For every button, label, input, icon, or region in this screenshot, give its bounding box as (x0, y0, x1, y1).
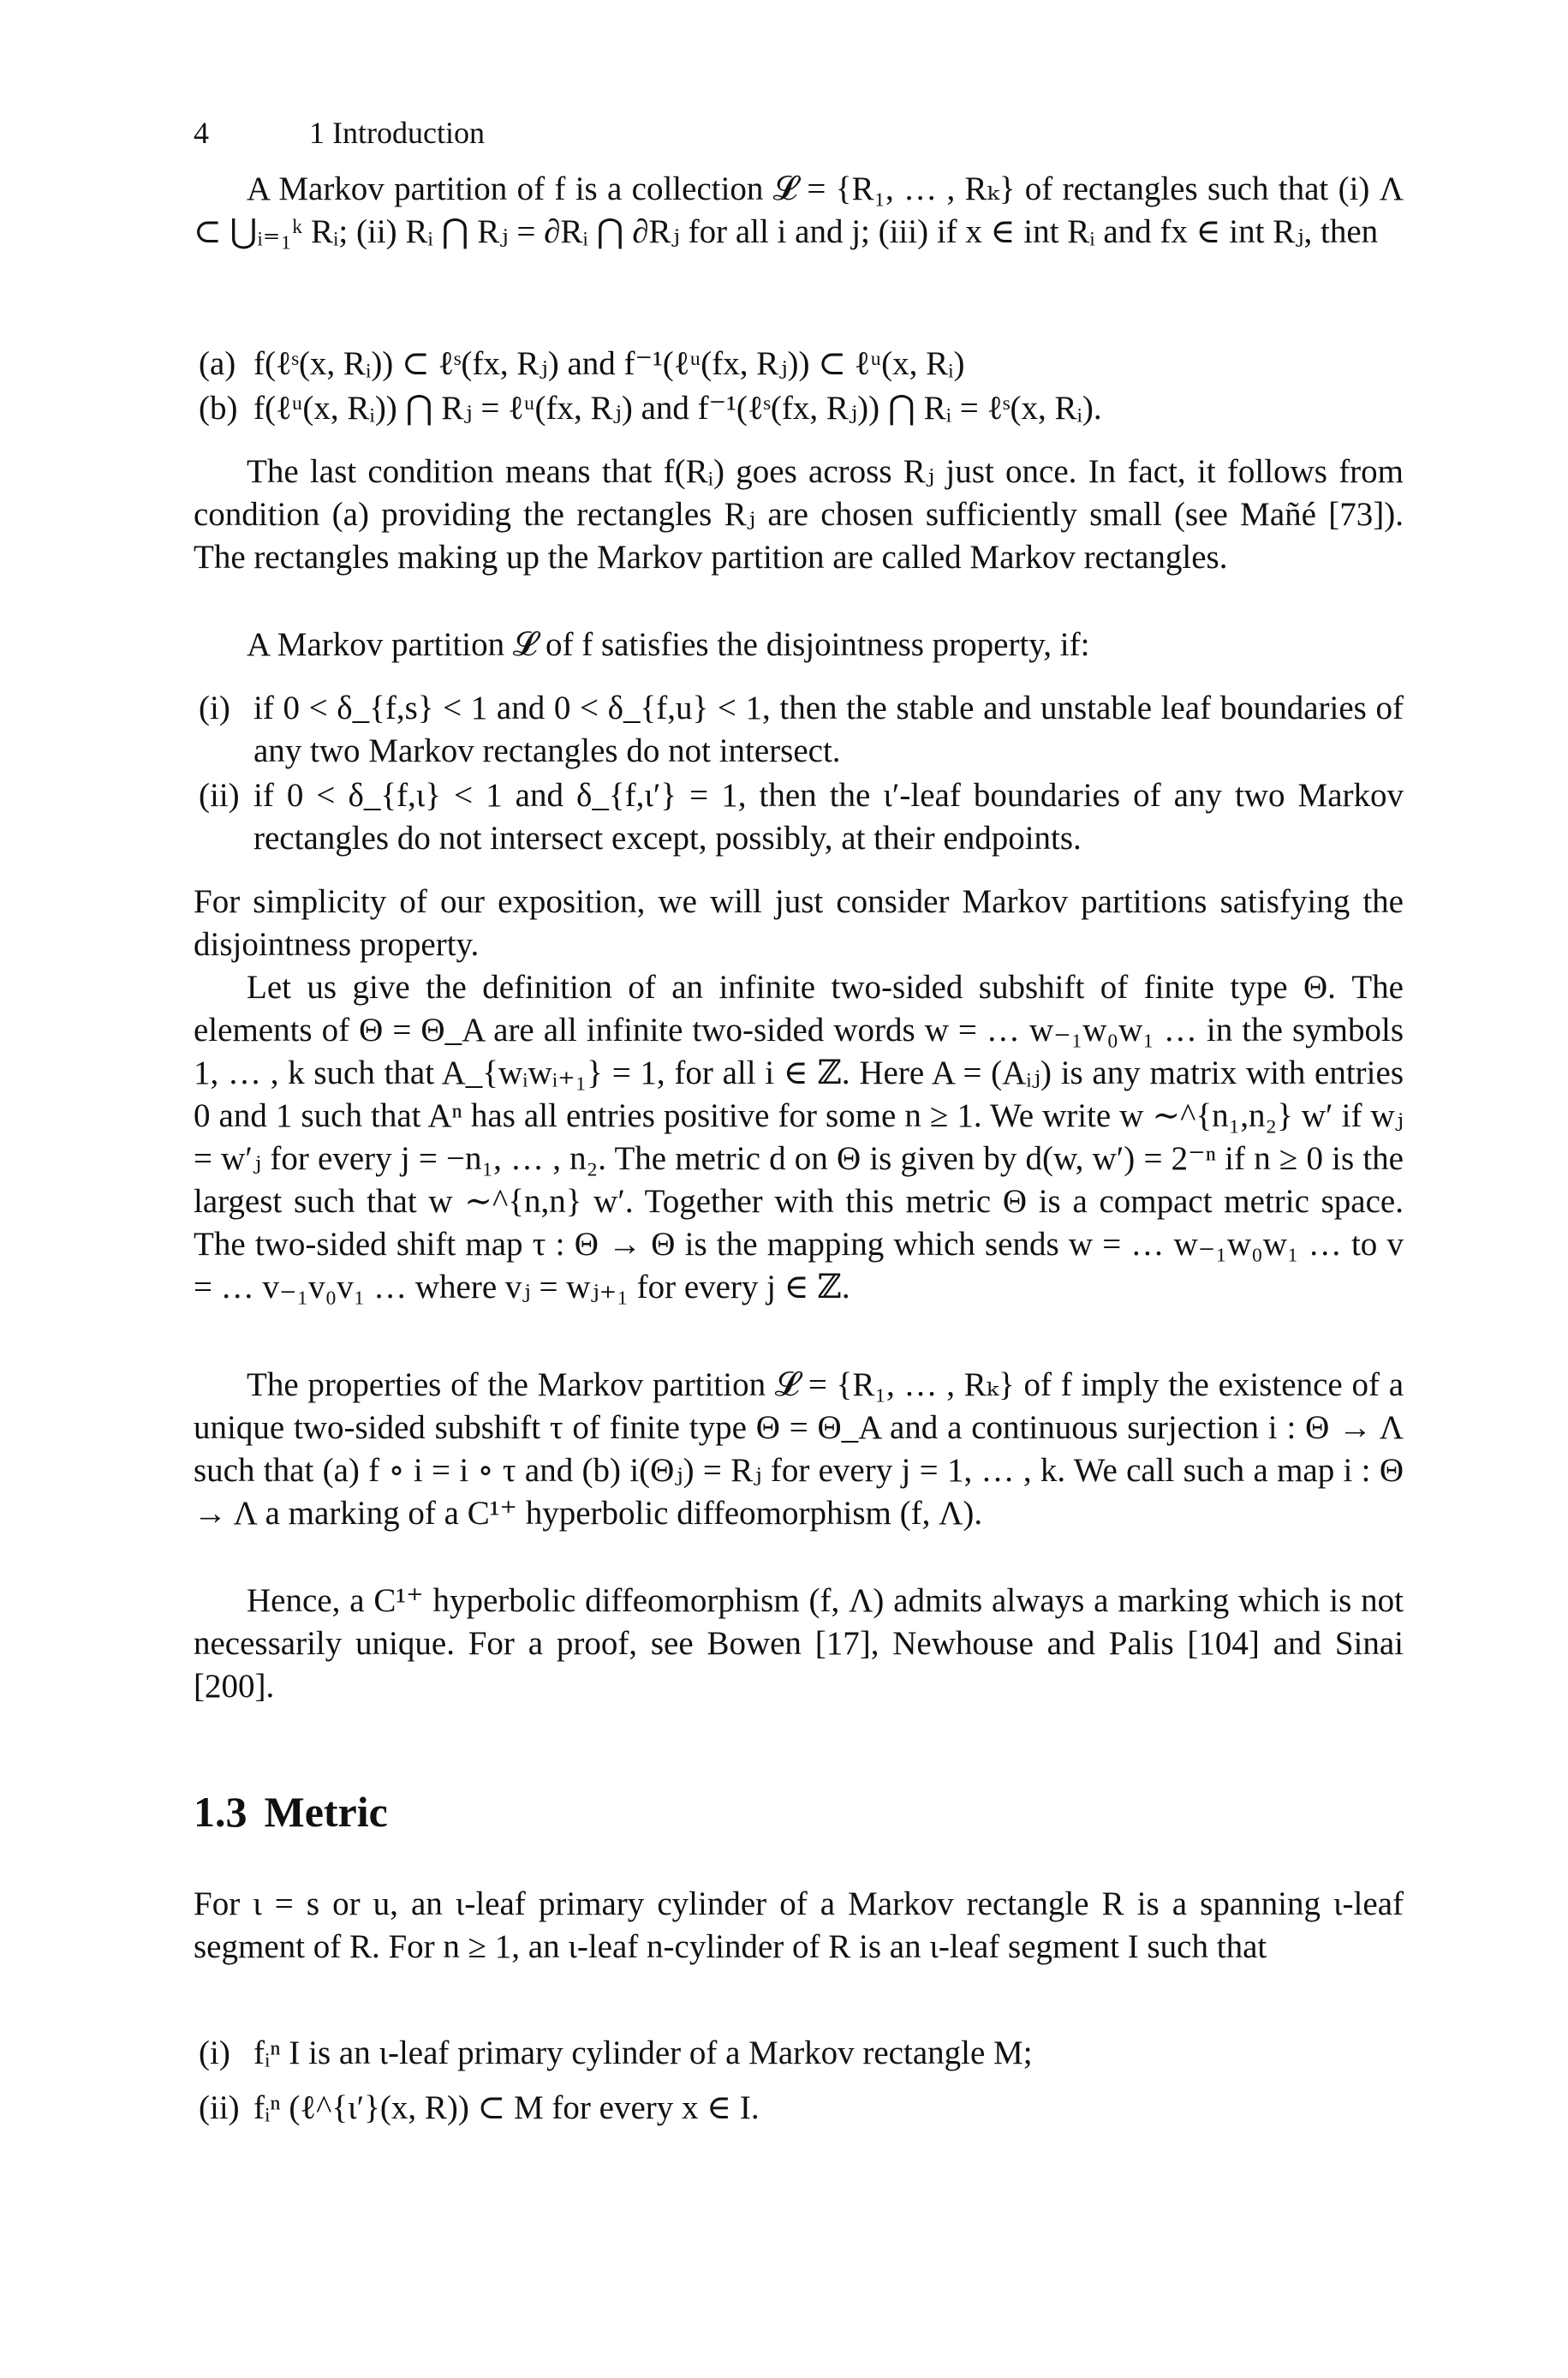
condition-b-label: (b) (199, 390, 238, 427)
condition-b (194, 387, 1404, 430)
condition-a-label: (a) (199, 345, 236, 382)
cylinder-condition-i-label: (i) (199, 2034, 230, 2071)
cylinder-condition-ii (194, 2087, 1404, 2130)
section-title: Metric (264, 1788, 388, 1836)
condition-b-text: f(ℓᵘ(x, Rᵢ)) ⋂ Rⱼ = ℓᵘ(fx, Rⱼ) and f⁻¹(ℓˢ(fx, Rⱼ)) ⋂ Rᵢ = ℓˢ(x, Rᵢ). (253, 390, 1102, 427)
cylinder-condition-ii-text: fᵢⁿ (ℓ^{ι′}(x, R)) ⊂ M for every x ∈ I. (253, 2089, 760, 2126)
condition-a-text: f(ℓˢ(x, Rᵢ)) ⊂ ℓˢ(fx, Rⱼ) and f⁻¹(ℓᵘ(fx, Rⱼ)) ⊂ ℓᵘ(x, Rᵢ) (253, 345, 965, 382)
paragraph-markov-properties: The properties of the Markov partition 𝓛 = {R₁, … , Rₖ} of f imply the existence of a unique two-sided subshift τ of finite type Θ = Θ_A and a continuous surjection i : Θ → Λ such that (a) f ∘ i = i ∘ τ and (b) i(Θⱼ) = Rⱼ for every j = 1, … , k. We call such a map i : Θ → Λ a marking of a C¹⁺ hyperbolic diffeomorphism (f, Λ). (194, 1366, 1404, 1532)
disjointness-ii-label: (ii) (199, 777, 240, 814)
disjointness-ii (194, 774, 1404, 860)
paragraph-cylinder-definition: For ι = s or u, an ι-leaf primary cylinder of a Markov rectangle R is a spanning ι-leaf segment of R. For n ≥ 1, an ι-leaf n-cylinder of R is an ι-leaf segment I such that (194, 1885, 1404, 1965)
section-heading (194, 1788, 388, 1836)
cylinder-condition-ii-label: (ii) (199, 2089, 240, 2126)
paragraph-disjointness: A Markov partition 𝓛 of f satisfies the disjointness property, if: (247, 626, 1090, 663)
page-number: 4 (194, 116, 209, 150)
paragraph-markov-partition: A Markov partition of f is a collection 𝓛 = {R₁, … , Rₖ} of rectangles such that (i) Λ ⊂ ⋃ᵢ₌₁ᵏ Rᵢ; (ii) Rᵢ ⋂ Rⱼ = ∂Rᵢ ⋂ ∂Rⱼ for all i and j; (iii) if x ∈ int Rᵢ and fx ∈ int Rⱼ, then (194, 170, 1404, 250)
paragraph-marking: Hence, a C¹⁺ hyperbolic diffeomorphism (f, Λ) admits always a marking which is not necessarily unique. For a proof, see Bowen [17], Newhouse and Palis [104] and Sinai [200]. (194, 1582, 1404, 1705)
disjointness-ii-text: if 0 < δ_{f,ι} < 1 and δ_{f,ι′} = 1, then the ι′-leaf boundaries of any two Markov rectangles do not intersect except, possibly, at their endpoints. (253, 777, 1404, 857)
paragraph-subshift-definition: Let us give the definition of an infinite two-sided subshift of finite type Θ. The elements of Θ = Θ_A are all infinite two-sided words w = … w₋₁w₀w₁ … in the symbols 1, … , k such that A_{wᵢwᵢ₊₁} = 1, for all i ∈ ℤ. Here A = (Aᵢⱼ) is any matrix with entries 0 and 1 such that Aⁿ has all entries positive for some n ≥ 1. We write w ∼^{n₁,n₂} w′ if wⱼ = w′ⱼ for every j = −n₁, … , n₂. The metric d on Θ is given by d(w, w′) = 2⁻ⁿ if n ≥ 0 is the largest such that w ∼^{n,n} w′. Together with this metric Θ is a compact metric space. The two-sided shift map τ : Θ → Θ is the mapping which sends w = … w₋₁w₀w₁ … to v = … v₋₁v₀v₁ … where vⱼ = wⱼ₊₁ for every j ∈ ℤ. (194, 969, 1404, 1306)
cylinder-condition-i-text: fᵢⁿ I is an ι-leaf primary cylinder of a Markov rectangle M; (253, 2034, 1033, 2071)
disjointness-i-text: if 0 < δ_{f,s} < 1 and 0 < δ_{f,u} < 1, then the stable and unstable leaf boundaries of any two Markov rectangles do not intersect. (253, 690, 1404, 769)
paragraph-last-condition: The last condition means that f(Rᵢ) goes across Rⱼ just once. In fact, it follows from condition (a) providing the rectangles Rⱼ are chosen sufficiently small (see Mañé [73]). The rectangles making up the Markov partition are called Markov rectangles. (194, 453, 1404, 576)
disjointness-i-label: (i) (199, 690, 230, 726)
disjointness-i (194, 687, 1404, 773)
cylinder-condition-i (194, 2032, 1404, 2075)
condition-a (194, 343, 1404, 385)
paragraph-simplicity: For simplicity of our exposition, we will just consider Markov partitions satisfying the disjointness property. (194, 883, 1404, 963)
chapter-title: 1 Introduction (309, 116, 485, 150)
section-number: 1.3 (194, 1788, 247, 1836)
